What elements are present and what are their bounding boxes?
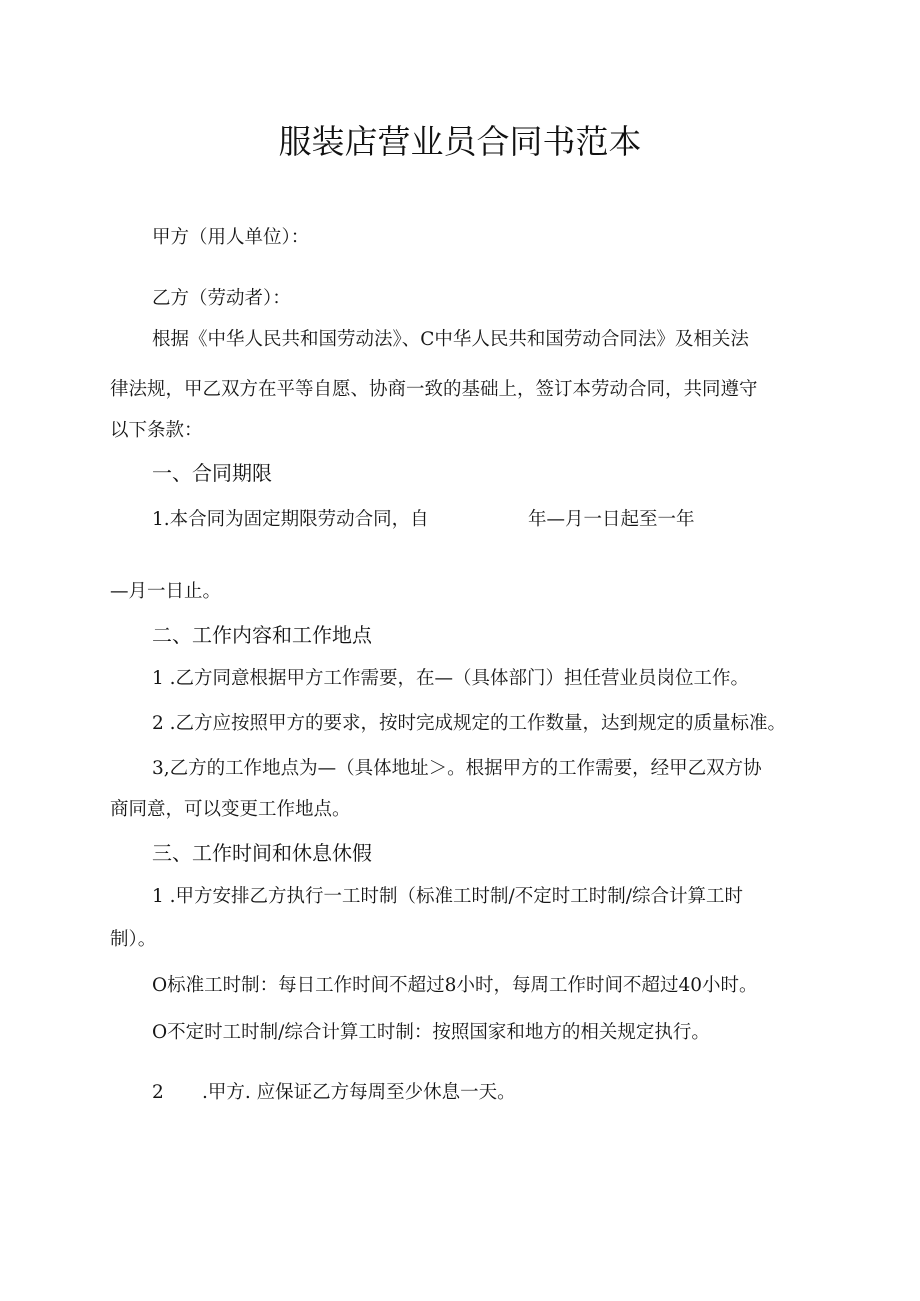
section-1-item-1-part-1: 1.本合同为固定期限劳动合同，自 — [152, 509, 429, 530]
preamble-line-1: 根据《中华人民共和国劳动法》、C中华人民共和国劳动合同法》及相关法 — [152, 329, 749, 350]
section-3-item-1-line-2: 制）。 — [110, 929, 157, 950]
section-2-heading: 二、工作内容和工作地点 — [152, 623, 372, 647]
document-title: 服装店营业员合同书范本 — [278, 122, 642, 161]
section-2-item-3-line-2: 商同意，可以变更工作地点。 — [110, 799, 351, 820]
section-1-heading: 一、合同期限 — [152, 461, 272, 485]
party-a-line: 甲方（用人单位）： — [152, 227, 310, 248]
section-3-option-standard-hours: O标准工时制：每日工作时间不超过8小时，每周工作时间不超过40小时。 — [152, 975, 758, 996]
section-3-option-flexible-hours: O不定时工时制/综合计算工时制：按照国家和地方的相关规定执行。 — [152, 1022, 710, 1043]
section-3-item-2-text: .甲方. 应保证乙方每周至少休息一天。 — [202, 1082, 516, 1103]
section-2-item-1: 1 .乙方同意根据甲方工作需要，在—（具体部门）担任营业员岗位工作。 — [152, 668, 750, 689]
section-2-item-3-line-1: 3,乙方的工作地点为—（具体地址＞。根据甲方的工作需要，经甲乙双方协 — [152, 758, 762, 779]
party-b-line: 乙方（劳动者）： — [152, 288, 291, 309]
preamble-line-2: 律法规，甲乙双方在平等自愿、协商一致的基础上，签订本劳动合同，共同遵守 — [110, 379, 758, 400]
section-3-item-1-line-1: 1 .甲方安排乙方执行一工时制（标准工时制/不定时工时制/综合计算工时 — [152, 886, 744, 907]
section-1-item-1-part-2: 年—月一日起至一年 — [528, 509, 695, 530]
section-1-item-1-line-2: —月一日止。 — [110, 581, 222, 602]
section-2-item-2: 2 .乙方应按照甲方的要求，按时完成规定的工作数量，达到规定的质量标准。 — [152, 713, 787, 734]
section-3-item-2-number: 2 — [152, 1082, 164, 1103]
preamble-line-3: 以下条款： — [110, 420, 203, 441]
section-3-heading: 三、工作时间和休息休假 — [152, 841, 372, 865]
